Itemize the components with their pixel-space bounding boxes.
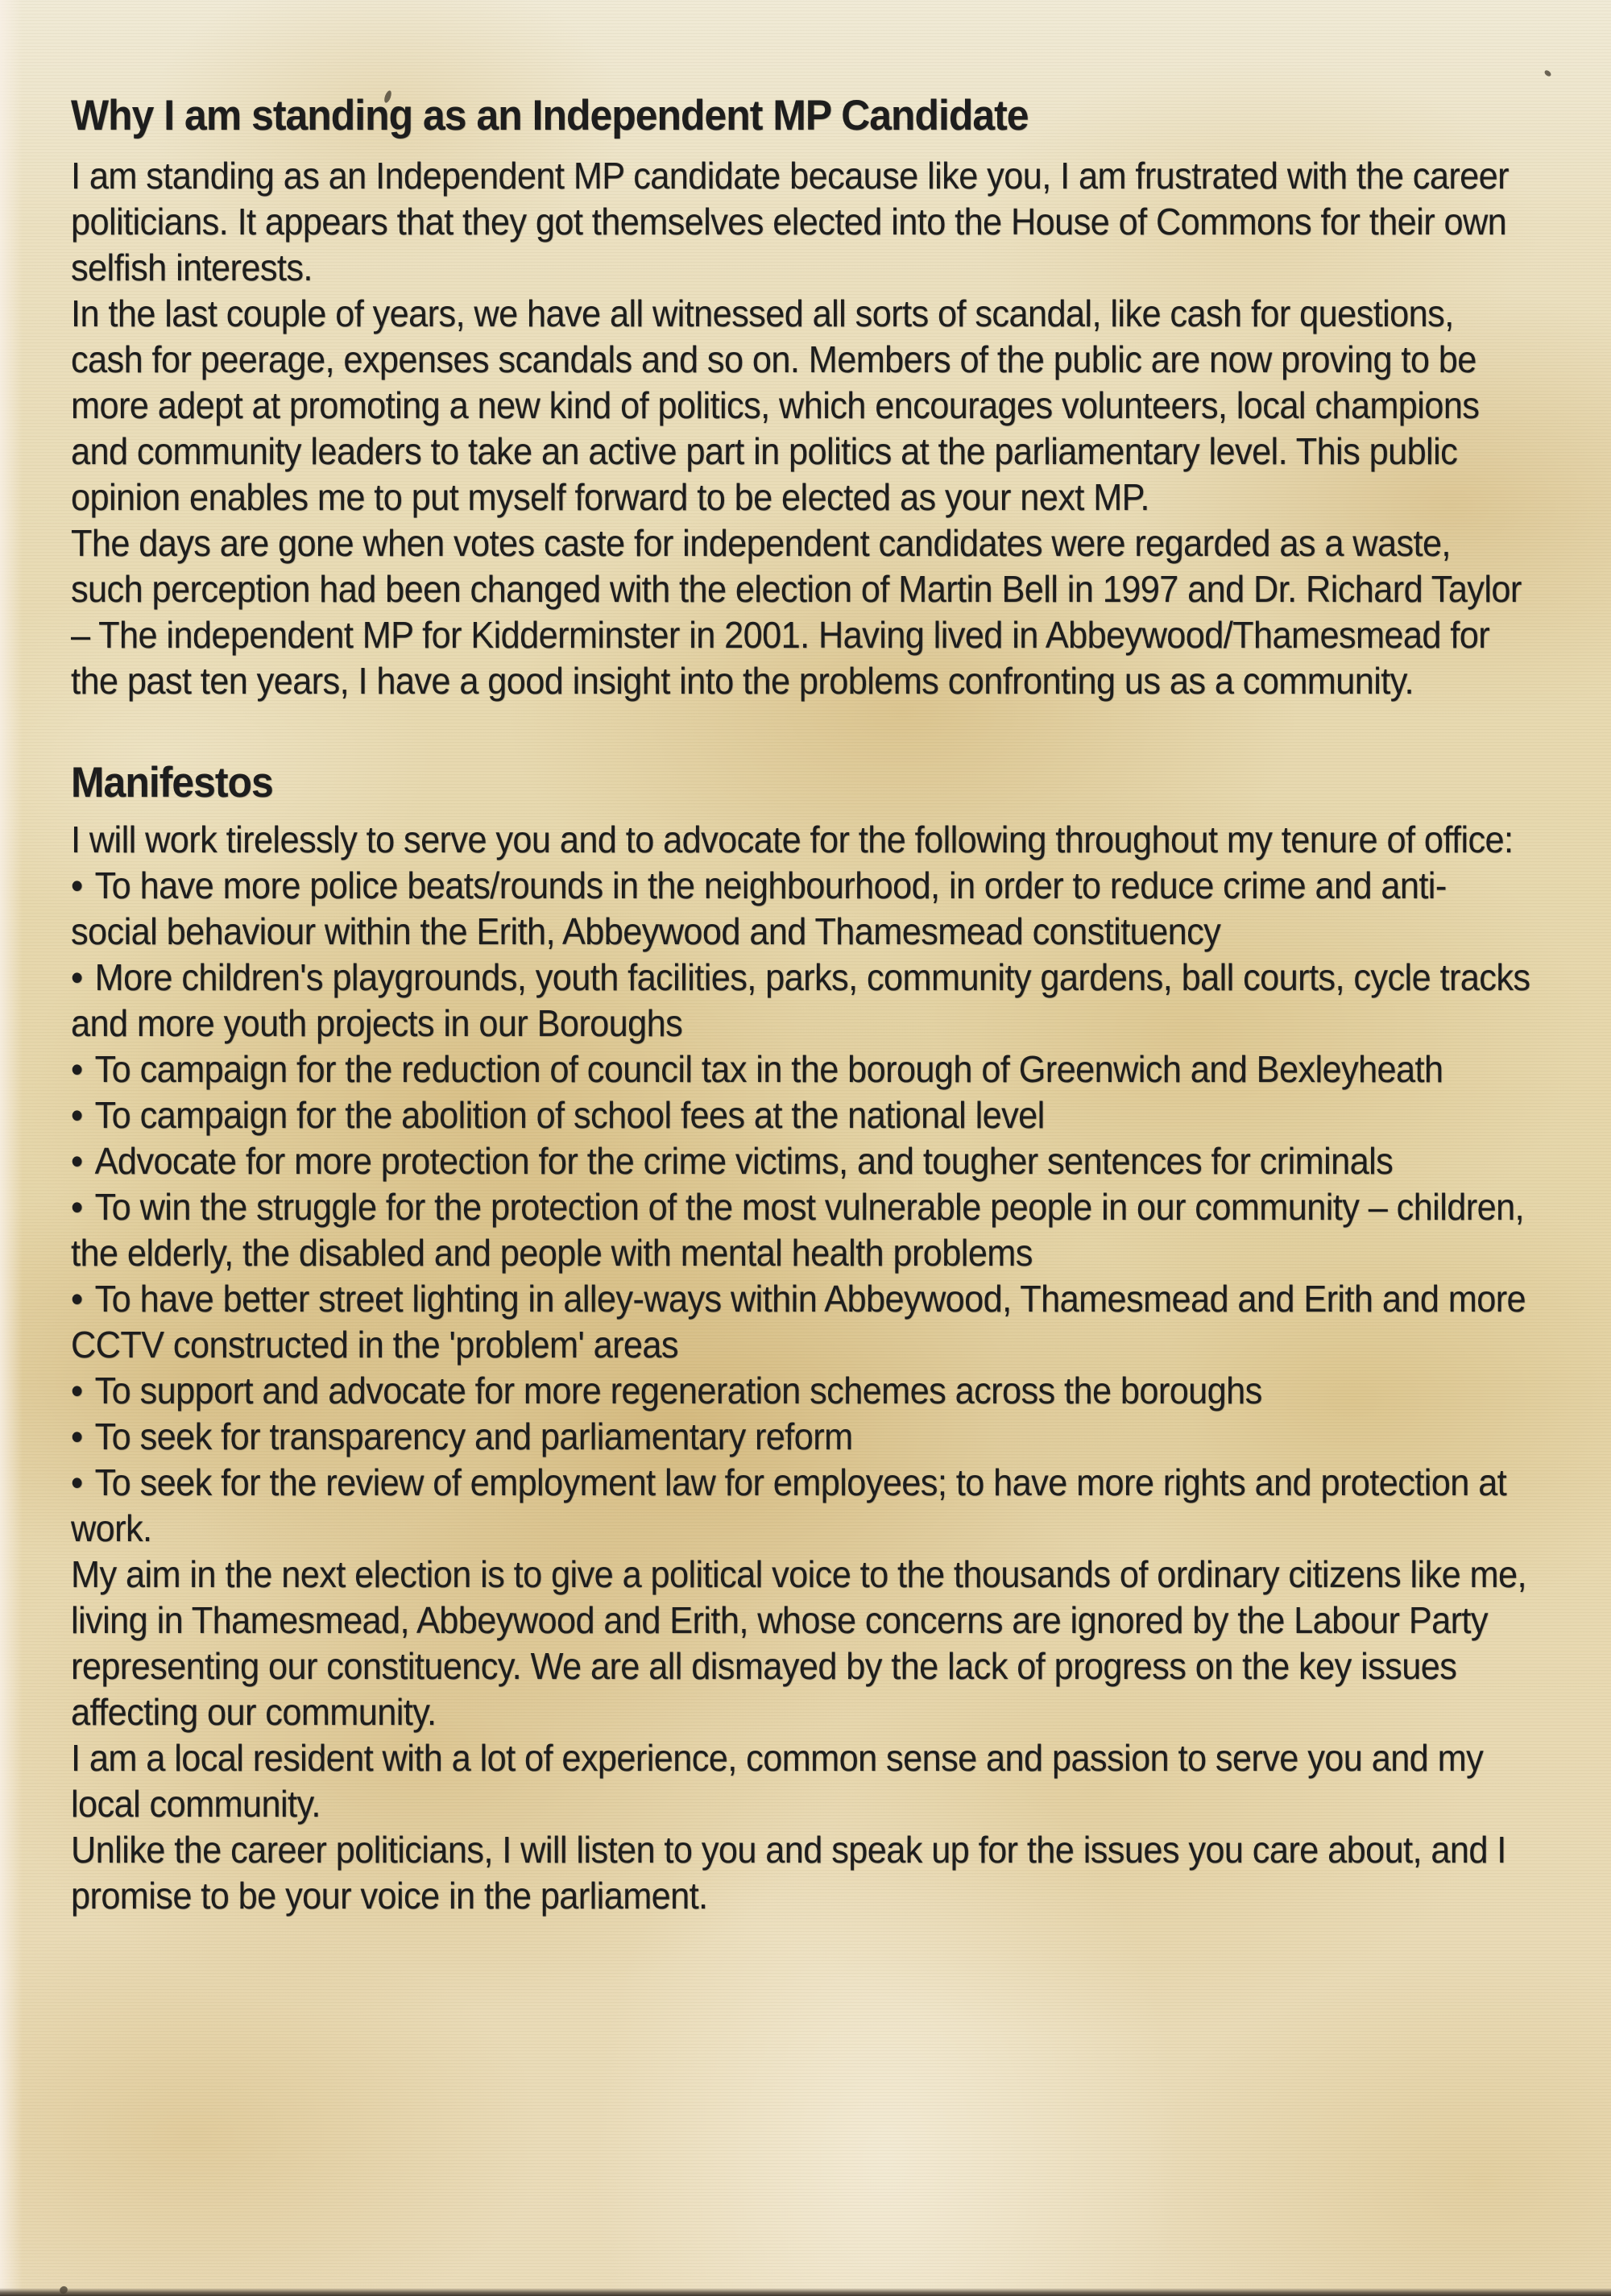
bullet-icon: • — [71, 1278, 83, 1320]
bullet-item — [71, 863, 1532, 955]
bullet-text: To have better street lighting in alley-ways within Abbeywood, Thamesmead and Erith and more CCTV constructed in the 'problem' areas — [71, 1278, 1535, 1366]
bullet-text: To have more police beats/rounds in the neighbourhood, in order to reduce crime and anti-social behaviour within the Erith, Abbeywood and Thamesmead constituency — [71, 864, 1447, 952]
bullet-item — [71, 1046, 1532, 1092]
bullet-text: To seek for the review of employment law for employees; to have more rights and protection at work. — [71, 1461, 1516, 1549]
scan-left-edge — [0, 0, 23, 2296]
bullet-icon: • — [71, 1461, 83, 1503]
bullet-text: Advocate for more protection for the crime victims, and tougher sentences for criminals — [94, 1140, 1394, 1182]
paragraph: I am a local resident with a lot of experience, common sense and passion to serve you and my local community. — [71, 1737, 1493, 1825]
scan-speck — [1543, 69, 1552, 77]
bullet-icon: • — [71, 1094, 83, 1136]
bullet-text: To seek for transparency and parliamentary reform — [94, 1415, 853, 1457]
document-content — [71, 90, 1539, 1919]
bullet-text: To campaign for the reduction of council tax in the borough of Greenwich and Bexleyheath — [94, 1048, 1443, 1090]
bullet-item — [71, 1184, 1532, 1276]
bullet-item — [71, 1460, 1532, 1552]
bullet-item — [71, 1414, 1532, 1460]
bullet-text: To support and advocate for more regeneration schemes across the boroughs — [94, 1370, 1262, 1411]
paragraph: I am standing as an Independent MP candidate because like you, I am frustrated with the career politicians. It appears that they got themselves elected into the House of Commons for their own selfish interests. — [71, 155, 1518, 288]
bullet-item — [71, 1092, 1532, 1138]
bullet-text: To win the struggle for the protection of the most vulnerable people in our community – children, the elderly, the disabled and people with mental health problems — [71, 1186, 1534, 1274]
page-title: Why I am standing as an Independent MP Candidate — [71, 92, 1029, 139]
bullet-item — [71, 1138, 1532, 1184]
bullet-icon: • — [71, 1140, 83, 1182]
paragraph: The days are gone when votes caste for independent candidates were regarded as a waste, such perception had been changed with the election of Martin Bell in 1997 and Dr. Richard Taylor – The independent MP for Kidderminster in 2001. Having lived in Abbeywood/Thamesmead for the past ten years, I have a good insight into the problems confronting us as a community. — [71, 522, 1531, 702]
bullet-icon: • — [71, 1415, 83, 1457]
bullet-text: To campaign for the abolition of school fees at the national level — [94, 1094, 1045, 1136]
bullet-icon: • — [71, 1048, 83, 1090]
bullet-item — [71, 1368, 1532, 1414]
paragraph: I will work tirelessly to serve you and to advocate for the following throughout my tenure of office: — [71, 819, 1514, 860]
bullet-item — [71, 955, 1539, 1046]
paragraph: My aim in the next election is to give a political voice to the thousands of ordinary citizens like me, living in Thamesmead, Abbeywood and Erith, whose concerns are ignored by the Labour Party representing our constituency. We are all dismayed by the lack of progress on the key issues affecting our community. — [71, 1553, 1536, 1733]
bullet-text: More children's playgrounds, youth facilities, parks, community gardens, ball courts, cycle tracks and more youth projects in our Boroughs — [71, 956, 1539, 1044]
bullet-item — [71, 1276, 1535, 1368]
paragraph: Unlike the career politicians, I will listen to you and speak up for the issues you care about, and I promise to be your voice in the parliament. — [71, 1829, 1516, 1917]
scan-bottom-edge — [0, 2288, 1611, 2296]
bullet-icon: • — [71, 1370, 83, 1411]
bullet-icon: • — [71, 956, 83, 998]
section-heading: Manifestos — [71, 759, 273, 806]
paragraph: In the last couple of years, we have all witnessed all sorts of scandal, like cash for questions, cash for peerage, expenses scandals and so on. Members of the public are now proving to be more adept at promoting a new kind of politics, which encourages volunteers, local champions and community leaders to take an active part in politics at the parliamentary level. This public opinion enables me to put myself forward to be elected as your next MP. — [71, 292, 1489, 518]
bullet-icon: • — [71, 864, 83, 906]
bullet-icon: • — [71, 1186, 83, 1228]
